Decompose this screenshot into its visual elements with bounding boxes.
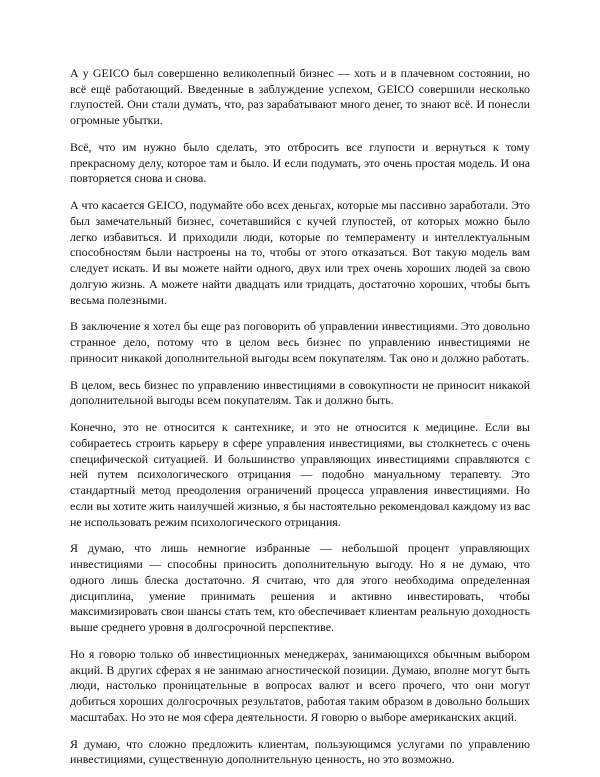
paragraph-3: А что касается GEICO, подумайте обо всех деньгах, которые мы пассивно заработали. Это был замечательный бизнес, сочетавшийся с кучей глупостей, от которых можно было легко избавиться. И приходили люди, которые по темпераменту и интеллектуальным способностям были настроены на то, чтобы от этого отказаться. Вот такую модель вам следует искать. И вы можете найти одного, двух или трех очень хороших людей за свою долгую жизнь. А можете найти двадцать или тридцать, достаточно хороших, чтобы быть весьма полезными. — [70, 198, 531, 307]
paragraph-9: Я думаю, что сложно предложить клиентам, пользующимся услугами по управлению инвестициями, существенную дополнительную ценность, но это возможно. — [70, 736, 530, 767]
paragraph-5: В целом, весь бизнес по управлению инвестициями в совокупности не приносит никакой дополнительной выгоды всем покупателям. Так и должно быть. — [70, 377, 530, 408]
paragraph-7: Я думаю, что лишь немногие избранные — небольшой процент управляющих инвестициями — способны приносить дополнительную выгоду. Но я не думаю, что одного лишь блеска достаточно. Я считаю, что для этого необходима определенная дисциплина, умение принимать решения и активно инвестировать, чтобы максимизировать свои шансы стать тем, кто обеспечивает клиентам реальную доходность выше среднего уровня в долгосрочной перспективе. — [70, 541, 530, 634]
paragraph-4: В заключение я хотел бы еще раз поговорить об управлении инвестициями. Это довольно странное дело, потому что в целом весь бизнес по управлению инвестициями не приносит никакой дополнительной выгоды всем покупателям. Так оно и должно работать. — [70, 319, 530, 365]
paragraph-1: А у GEICO был совершенно великолепный бизнес — хоть и в плачевном состоянии, но всё ещё работающий. Введенные в заблуждение успехом, GEICO совершили несколько глупостей. Они стали думать, что, раз зарабатывают много денег, то знают всё. И понесли огромные убытки. — [70, 66, 530, 128]
paragraph-8: Но я говорю только об инвестиционных менеджерах, занимающихся обычным выбором акций. В других сферах я не занимаю агностической позиции. Думаю, вполне могут быть люди, настолько проницательные в вопросах валют и всего прочего, что они могут добиться хороших долгосрочных результатов, работая таким образом в довольно больших масштабах. Но это не моя сфера деятельности. Я говорю о выборе американских акций. — [70, 646, 530, 724]
paragraph-2: Всё, что им нужно было сделать, это отбросить все глупости и вернуться к тому прекрасному делу, которое там и было. И если подумать, это очень простая модель. И она повторяется снова и снова. — [70, 140, 530, 186]
paragraph-6: Конечно, это не относится к сантехнике, и это не относится к медицине. Если вы собираетесь строить карьеру в сфере управления инвестициями, вы столкнетесь с очень специфической ситуацией. И большинство управляющих инвестициями справляются с ней путем психологического отрицания — подобно мануальному терапевту. Это стандартный метод преодоления ограничений процесса управления инвестициями. Но если вы хотите жить наилучшей жизнью, я бы настоятельно рекомендовал каждому из вас не использовать режим психологического отрицания. — [70, 420, 530, 529]
